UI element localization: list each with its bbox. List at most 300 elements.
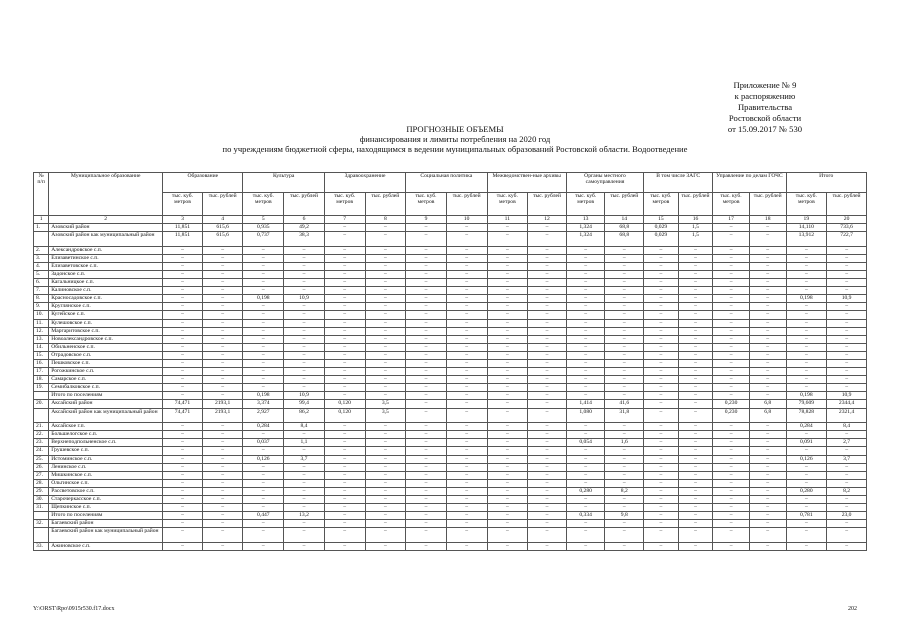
table-cell: – [487,528,528,543]
table-cell: – [406,335,447,343]
table-cell: 0,126 [243,455,284,463]
table-cell: – [749,254,786,262]
table-cell: 10,9 [284,295,325,303]
table-cell: – [487,400,528,408]
table-cell: 2344,4 [827,400,867,408]
table-cell: – [827,246,867,254]
table-cell: – [566,303,605,311]
table-cell: – [749,327,786,335]
header-num: № п/п [34,173,49,216]
table-cell: – [644,376,679,384]
table-cell: 38,3 [284,232,325,247]
table-cell: – [324,262,365,270]
table-cell: – [644,447,679,455]
table-cell: – [749,319,786,327]
table-cell: – [406,303,447,311]
table-row [34,254,867,262]
table-cell: – [487,463,528,471]
municipality-name: Обильненское с.п. [49,343,163,351]
table-cell: – [324,319,365,327]
table-cell: – [487,360,528,368]
table-cell: – [202,512,243,520]
table-cell: 1,080 [566,408,605,423]
table-cell: – [644,542,679,550]
table-cell: – [713,512,750,520]
table-row [34,343,867,351]
table-cell: – [446,232,487,247]
table-cell: – [406,439,447,447]
table-cell: – [786,327,827,335]
table-cell: – [678,408,713,423]
table-cell: – [446,311,487,319]
table-cell: – [284,528,325,543]
table-cell: 13,2 [284,512,325,520]
table-cell: – [365,439,406,447]
table-cell: – [713,471,750,479]
table-cell: – [365,463,406,471]
table-cell: – [284,287,325,295]
table-cell: – [324,246,365,254]
table-cell: – [284,360,325,368]
table-cell: – [163,327,203,335]
municipality-name: Мишкинское с.п. [49,471,163,479]
row-number: 13. [34,335,49,343]
table-row [34,376,867,384]
table-cell: – [365,376,406,384]
table-cell: – [678,246,713,254]
table-cell: – [324,270,365,278]
row-number: 11. [34,319,49,327]
table-cell: 722,7 [827,232,867,247]
table-cell: – [243,254,284,262]
table-row [34,279,867,287]
table-cell: 0,198 [786,392,827,400]
table-cell: – [487,471,528,479]
table-cell: – [678,279,713,287]
table-cell: – [446,431,487,439]
table-cell: – [446,423,487,431]
municipality-name: Азовский район [49,224,163,232]
table-cell: – [605,327,644,335]
table-cell: – [243,287,284,295]
table-row [34,327,867,335]
table-cell: – [713,479,750,487]
table-cell: 2193,1 [202,408,243,423]
table-cell: – [243,376,284,384]
table-cell: – [324,295,365,303]
table-cell: – [749,423,786,431]
table-cell: – [163,496,203,504]
table-cell: – [446,504,487,512]
table-cell: – [566,368,605,376]
table-cell: – [365,431,406,439]
table-cell: – [605,368,644,376]
title-line: ПРОГНОЗНЫЕ ОБЪЕМЫ [406,124,504,134]
table-row [34,496,867,504]
table-cell: – [713,224,750,232]
table-cell: – [713,423,750,431]
table-cell: 6,8 [749,400,786,408]
table-cell: – [202,254,243,262]
municipality-name: Новоалександровское с.п. [49,335,163,343]
table-cell: – [446,279,487,287]
table-cell: – [202,504,243,512]
table-cell: – [749,368,786,376]
table-cell: – [644,368,679,376]
municipality-name: Пешковское с.п. [49,360,163,368]
table-cell: – [202,528,243,543]
table-cell: – [528,471,567,479]
table-cell: – [243,496,284,504]
table-row [34,368,867,376]
row-number: 32. [34,520,49,528]
table-cell: – [163,246,203,254]
table-cell: – [202,447,243,455]
column-number: 17 [713,216,750,224]
table-cell: – [365,335,406,343]
table-cell: – [678,447,713,455]
municipality-name: Рассветовское с.п. [49,487,163,495]
table-row [34,295,867,303]
table-cell: – [786,335,827,343]
table-cell: – [644,279,679,287]
table-cell: – [365,455,406,463]
table-row [34,400,867,408]
column-number: 14 [605,216,644,224]
row-number: 5. [34,270,49,278]
table-cell: – [406,512,447,520]
table-cell: – [163,455,203,463]
table-cell: – [487,254,528,262]
table-cell: – [202,295,243,303]
table-cell: – [528,447,567,455]
column-number: 16 [678,216,713,224]
table-cell: – [605,455,644,463]
row-number: 26. [34,463,49,471]
table-cell: – [827,270,867,278]
header-unit: тыс. куб. метров [163,193,203,216]
table-cell: – [678,368,713,376]
table-cell: – [713,270,750,278]
table-cell: – [446,360,487,368]
table-cell: 2321,4 [827,408,867,423]
table-cell: – [644,303,679,311]
table-cell: – [713,447,750,455]
column-number: 6 [284,216,325,224]
table-cell: – [713,528,750,543]
table-cell: – [324,504,365,512]
table-row [34,471,867,479]
table-cell: 733,6 [827,224,867,232]
table-cell: – [406,376,447,384]
table-cell: – [749,270,786,278]
table-cell: – [446,542,487,550]
table-cell: – [284,319,325,327]
row-number [34,408,49,423]
table-cell: – [827,262,867,270]
table-cell: 0,198 [243,295,284,303]
table-cell: – [243,463,284,471]
table-row [34,392,867,400]
table-row [34,384,867,392]
table-cell: – [243,270,284,278]
table-cell: – [605,392,644,400]
table-cell: – [566,295,605,303]
table-cell: – [487,232,528,247]
table-cell: – [487,408,528,423]
table-cell: – [827,520,867,528]
municipality-name: Верхнеподпольненское с.п. [49,439,163,447]
row-number: 6. [34,279,49,287]
table-cell: – [324,431,365,439]
table-cell: – [202,392,243,400]
table-cell: 0,054 [566,439,605,447]
table-cell: – [528,392,567,400]
table-header [34,173,867,224]
municipality-name: Кагальницкое с.п. [49,279,163,287]
table-cell: – [284,447,325,455]
table-cell: – [406,408,447,423]
table-cell: – [678,295,713,303]
municipality-name: Ольгинское с.п. [49,479,163,487]
table-cell: – [644,327,679,335]
table-cell: – [324,279,365,287]
table-cell: 0,781 [786,512,827,520]
table-row [34,423,867,431]
table-cell: – [446,400,487,408]
table-cell: 3,7 [284,455,325,463]
table-cell: 0,091 [786,439,827,447]
table-cell: – [163,504,203,512]
table-cell: – [566,360,605,368]
municipality-name: Багаевский район [49,520,163,528]
table-cell: – [365,487,406,495]
table-cell: 0,284 [243,423,284,431]
table-cell: – [605,360,644,368]
table-cell: – [284,376,325,384]
column-number: 3 [163,216,203,224]
table-cell: 1,324 [566,232,605,247]
table-cell: – [678,262,713,270]
table-cell: – [786,254,827,262]
table-row [34,487,867,495]
table-cell: 0,447 [243,512,284,520]
table-cell: – [827,479,867,487]
table-cell: – [566,343,605,351]
table-cell: – [163,368,203,376]
header-group: Итого [786,173,866,193]
table-cell: – [713,487,750,495]
table-cell: – [406,487,447,495]
table-cell: – [446,327,487,335]
table-cell: 8,2 [605,487,644,495]
table-cell: – [284,303,325,311]
table-cell: – [446,471,487,479]
title-line: по учреждениям бюджетной сферы, находящимся в ведении муниципальных образований Ростовской области. Водоотведение [222,144,688,154]
table-cell: – [365,287,406,295]
table-cell: – [487,512,528,520]
table-cell: 1,414 [566,400,605,408]
table-cell: – [566,496,605,504]
table-cell: 0,935 [243,224,284,232]
municipality-name: Итого по поселениям [49,392,163,400]
row-number: 33. [34,542,49,550]
table-row [34,303,867,311]
table-row [34,439,867,447]
row-number: 20. [34,400,49,408]
table-cell: – [786,279,827,287]
table-row [34,479,867,487]
table-cell: – [365,528,406,543]
column-number: 8 [365,216,406,224]
table-cell: – [644,528,679,543]
table-cell: – [528,360,567,368]
table-cell: – [324,384,365,392]
header-unit: тыс. куб. метров [566,193,605,216]
table-cell: – [365,392,406,400]
column-number: 9 [406,216,447,224]
table-cell: – [749,360,786,368]
table-cell: – [284,335,325,343]
row-number: 4. [34,262,49,270]
table-cell: – [749,295,786,303]
table-cell: 6,8 [749,408,786,423]
table-cell: – [749,504,786,512]
table-cell: – [528,311,567,319]
header-unit: тыс. рублей [446,193,487,216]
table-cell: – [786,447,827,455]
table-cell: – [605,542,644,550]
table-cell: – [566,431,605,439]
header-group: В том числе ЗАГС [644,173,713,193]
table-cell: – [243,447,284,455]
table-cell: – [749,455,786,463]
table-cell: – [406,270,447,278]
row-number [34,512,49,520]
table-cell: – [713,319,750,327]
table-cell: – [446,528,487,543]
header-unit: тыс. куб. метров [324,193,365,216]
table-cell: – [786,431,827,439]
table-cell: – [528,542,567,550]
table-cell: – [678,496,713,504]
table-cell: – [324,287,365,295]
row-number: 31. [34,504,49,512]
header-unit: тыс. рублей [605,193,644,216]
table-cell: – [713,384,750,392]
table-cell: – [786,351,827,359]
table-cell: – [644,400,679,408]
table-cell: – [605,496,644,504]
table-cell: – [713,262,750,270]
table-cell: – [678,479,713,487]
table-cell: – [284,504,325,512]
table-cell: – [365,384,406,392]
table-cell: – [163,392,203,400]
table-cell: – [406,463,447,471]
table-cell: – [406,392,447,400]
table-cell: – [678,376,713,384]
table-cell: – [786,528,827,543]
table-cell: – [487,319,528,327]
table-cell: – [644,504,679,512]
table-row [34,232,867,247]
table-cell: – [786,504,827,512]
header-group: Межведомствен-ные архивы [487,173,566,193]
header-unit: тыс. куб. метров [713,193,750,216]
table-cell: – [406,542,447,550]
table-cell: – [749,335,786,343]
table-cell: – [528,224,567,232]
column-number: 12 [528,216,567,224]
table-cell: – [406,246,447,254]
table-cell: – [678,270,713,278]
row-number: 29. [34,487,49,495]
row-number: 15. [34,351,49,359]
table-cell: – [446,447,487,455]
row-number: 27. [34,471,49,479]
table-row [34,335,867,343]
table-cell: 0,198 [243,392,284,400]
table-cell: – [163,279,203,287]
column-number: 15 [644,216,679,224]
table-cell: 68,8 [605,232,644,247]
table-cell: 9,8 [605,512,644,520]
header-group: Управление по делам ГОЧС [713,173,786,193]
table-cell: – [786,376,827,384]
table-cell: – [487,447,528,455]
table-cell: – [528,504,567,512]
table-cell: – [566,463,605,471]
municipality-name: Кугейское с.п. [49,311,163,319]
municipality-name: Старочеркасское с.п. [49,496,163,504]
table-cell: 13,912 [786,232,827,247]
municipality-name: Красносадовское с.п. [49,295,163,303]
header-group: Образование [163,173,243,193]
header-group: Культура [243,173,324,193]
table-cell: – [713,392,750,400]
table-cell: – [749,447,786,455]
table-cell: – [605,303,644,311]
table-cell: – [406,455,447,463]
row-number [34,392,49,400]
row-number: 12. [34,327,49,335]
table-cell: – [749,439,786,447]
table-cell: – [528,254,567,262]
table-cell: – [786,287,827,295]
table-cell: – [605,463,644,471]
table-cell: – [605,319,644,327]
table-cell: – [644,487,679,495]
table-cell: – [605,528,644,543]
table-cell: – [749,512,786,520]
table-cell: – [163,463,203,471]
municipality-name: Ленинское с.п. [49,463,163,471]
table-cell: – [284,279,325,287]
table-cell: – [487,335,528,343]
table-cell: – [827,447,867,455]
appendix-line: Правительства [737,102,793,112]
table-cell: – [324,496,365,504]
municipality-name: Круглянское с.п. [49,303,163,311]
table-cell: – [487,384,528,392]
table-cell: – [786,368,827,376]
row-number: 23. [34,439,49,447]
table-cell: – [202,431,243,439]
table-cell: – [487,504,528,512]
table-cell: – [678,303,713,311]
table-cell: 79,609 [786,400,827,408]
